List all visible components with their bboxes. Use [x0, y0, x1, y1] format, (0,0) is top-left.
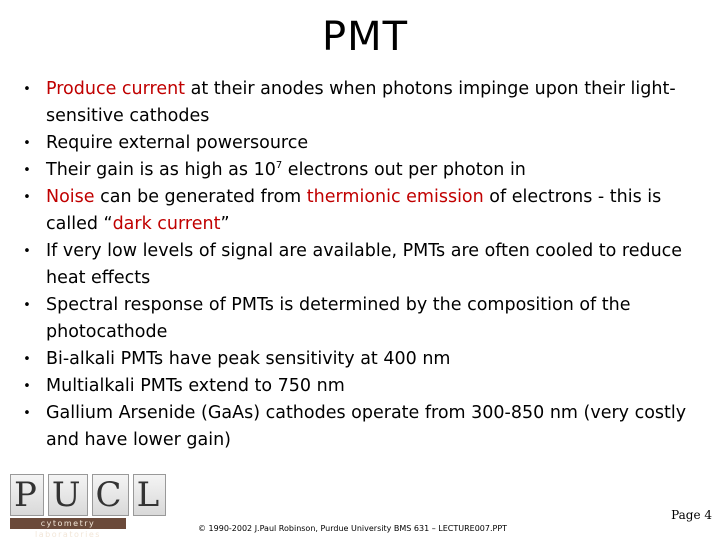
- highlight-text: Produce current: [46, 79, 186, 99]
- bullet-dot-icon: •: [23, 136, 31, 151]
- footer-copyright: © 1990-2002 J.Paul Robinson, Purdue University BMS 631 – LECTURE007.PPT: [198, 524, 508, 533]
- slide-title: PMT: [321, 14, 409, 60]
- bullet-dot-icon: •: [23, 379, 31, 394]
- logo-letter: C: [92, 474, 129, 516]
- logo-letter: P: [10, 474, 44, 516]
- bullet-text: ”: [220, 214, 230, 234]
- bullet-item-8: [20, 373, 700, 400]
- bullet-dot-icon: •: [23, 244, 31, 259]
- highlight-text: thermionic emission: [306, 187, 484, 207]
- bullet-list: [20, 76, 700, 454]
- bullet-dot-icon: •: [23, 298, 31, 313]
- bullet-text: at their anodes when photons impinge upon their light-sensitive cathodes: [46, 79, 676, 126]
- bullet-dot-icon: •: [23, 406, 31, 421]
- bullet-item-1: [20, 76, 700, 130]
- bullet-text: of electrons - this is called “: [46, 187, 662, 234]
- bullet-dot-icon: •: [23, 82, 31, 97]
- page-number: Page 4: [671, 508, 712, 522]
- bullet-dot-icon: •: [23, 190, 31, 205]
- bullet-text: Multialkali PMTs extend to 750 nm: [46, 376, 345, 396]
- bullet-item-9: [20, 400, 700, 454]
- logo-tagline: cytometry laboratories: [10, 518, 126, 529]
- highlight-text: dark current: [112, 214, 221, 234]
- bullet-text: If very low levels of signal are available, PMTs are often cooled to reduce heat effects: [46, 241, 683, 288]
- bullet-text: Their gain is as high as 10: [46, 160, 276, 180]
- bullet-item-6: [20, 292, 700, 346]
- bullet-dot-icon: •: [23, 163, 31, 178]
- bullet-item-4: [20, 184, 700, 238]
- exponent: 7: [275, 160, 283, 172]
- bullet-text: Spectral response of PMTs is determined by the composition of the photocathode: [46, 295, 631, 342]
- bullet-item-5: [20, 238, 700, 292]
- logo-letter: L: [133, 474, 167, 516]
- pucl-logo: [10, 474, 163, 539]
- bullet-text: can be generated from: [94, 187, 307, 207]
- bullet-text: Gallium Arsenide (GaAs) cathodes operate from 300-850 nm (very costly and have lower gain): [46, 403, 687, 450]
- bullet-text: Bi-alkali PMTs have peak sensitivity at 400 nm: [46, 349, 451, 369]
- bullet-dot-icon: •: [23, 352, 31, 367]
- bullet-text: Require external powersource: [46, 133, 309, 153]
- bullet-text: electrons out per photon in: [282, 160, 526, 180]
- bullet-item-7: [20, 346, 700, 373]
- highlight-text: Noise: [46, 187, 95, 207]
- bullet-item-2: [20, 130, 700, 157]
- logo-letters: [10, 474, 163, 516]
- bullet-item-3: [20, 157, 700, 184]
- logo-letter: U: [48, 474, 88, 516]
